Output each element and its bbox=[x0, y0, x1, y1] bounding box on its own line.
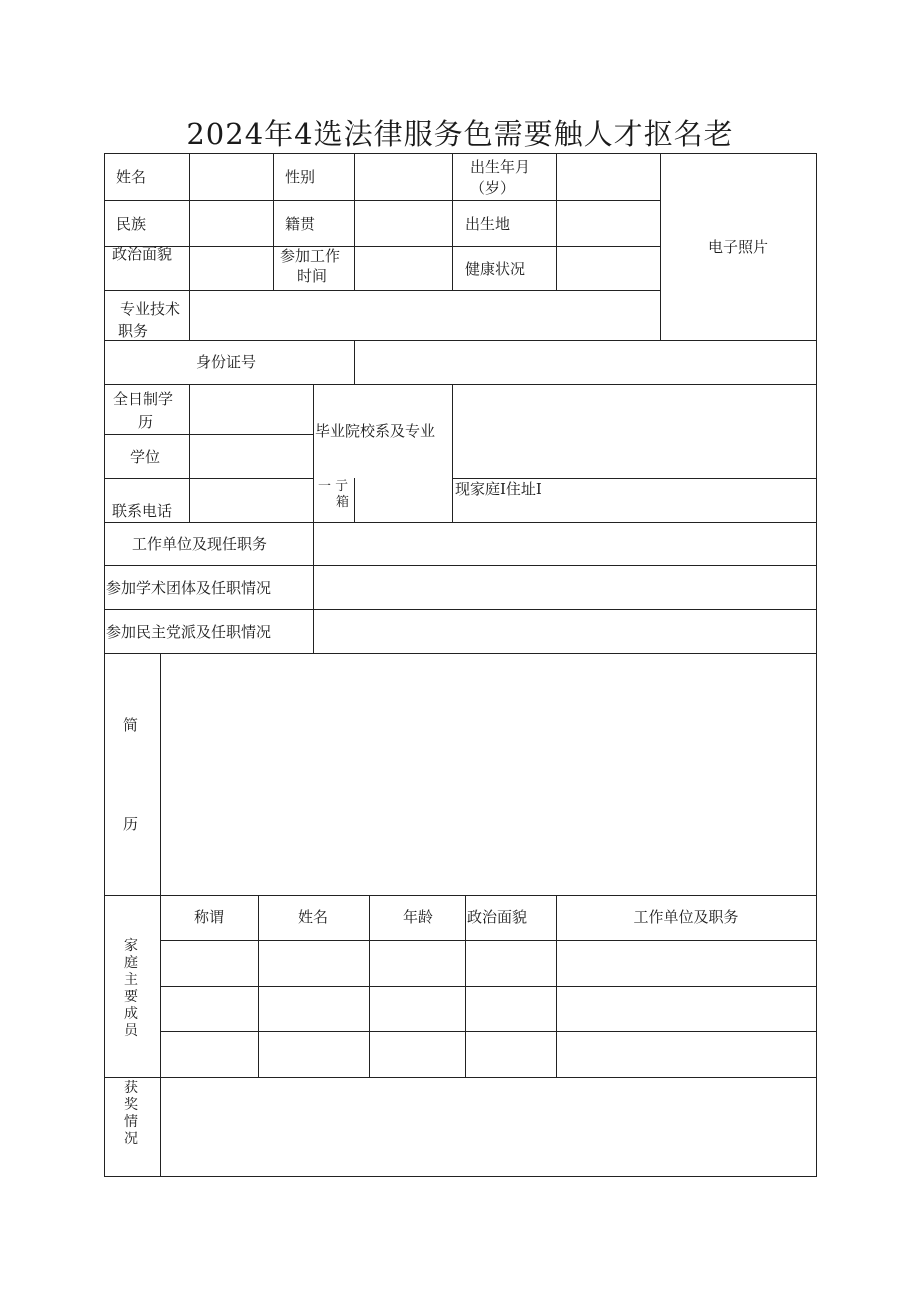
title-label-line1: 专业技术 bbox=[120, 300, 181, 318]
birth-label-line2: （岁） bbox=[470, 179, 516, 197]
family-label: 家庭主要成员 bbox=[124, 938, 138, 1039]
phone-label: 联系电话 bbox=[112, 502, 173, 520]
address-label: 现家庭I住址I bbox=[455, 480, 542, 498]
party-label: 参加民主党派及任职情况 bbox=[106, 623, 272, 641]
birth-label-line1: 出生年月 bbox=[470, 158, 531, 176]
fulltime-label-line1: 全日制学 bbox=[113, 390, 174, 408]
email-label-line1: 一 亍 bbox=[318, 479, 349, 494]
work-start-label-line1: 参加工作 bbox=[280, 247, 341, 265]
fulltime-label-line2: 历 bbox=[138, 413, 154, 431]
family-header-relation: 称谓 bbox=[193, 908, 224, 926]
degree-label: 学位 bbox=[130, 448, 161, 466]
family-header-employer: 工作单位及职务 bbox=[633, 908, 739, 926]
family-header-political: 政治面貌 bbox=[467, 908, 528, 926]
title-label-line2: 职务 bbox=[118, 322, 149, 340]
resume-label-2: 历 bbox=[123, 815, 139, 833]
birthplace-label: 出生地 bbox=[465, 215, 511, 233]
health-label: 健康状况 bbox=[465, 260, 526, 278]
email-label-line2: 箱 bbox=[336, 495, 350, 510]
awards-label: 获奖情况 bbox=[124, 1080, 138, 1147]
ethnicity-label: 民族 bbox=[116, 215, 147, 233]
school-major-label: 毕业院校系及专业 bbox=[315, 422, 436, 440]
form-title: 2024年4选法律服务色需要触人才抠名老 bbox=[186, 117, 734, 151]
id-number-label: 身份证号 bbox=[196, 353, 257, 371]
work-start-label-line2: 时间 bbox=[297, 267, 328, 285]
gender-label: 性别 bbox=[285, 168, 316, 186]
photo-label: 电子照片 bbox=[707, 238, 768, 256]
employer-label: 工作单位及现任职务 bbox=[132, 535, 268, 553]
academic-label: 参加学术团体及任职情况 bbox=[106, 579, 272, 597]
political-label: 政治面貌 bbox=[112, 245, 173, 263]
native-place-label: 籍贯 bbox=[285, 215, 316, 233]
resume-label-1: 简 bbox=[123, 716, 139, 734]
name-label: 姓名 bbox=[116, 168, 147, 186]
family-header-age: 年龄 bbox=[402, 908, 433, 926]
family-header-name: 姓名 bbox=[297, 908, 328, 926]
